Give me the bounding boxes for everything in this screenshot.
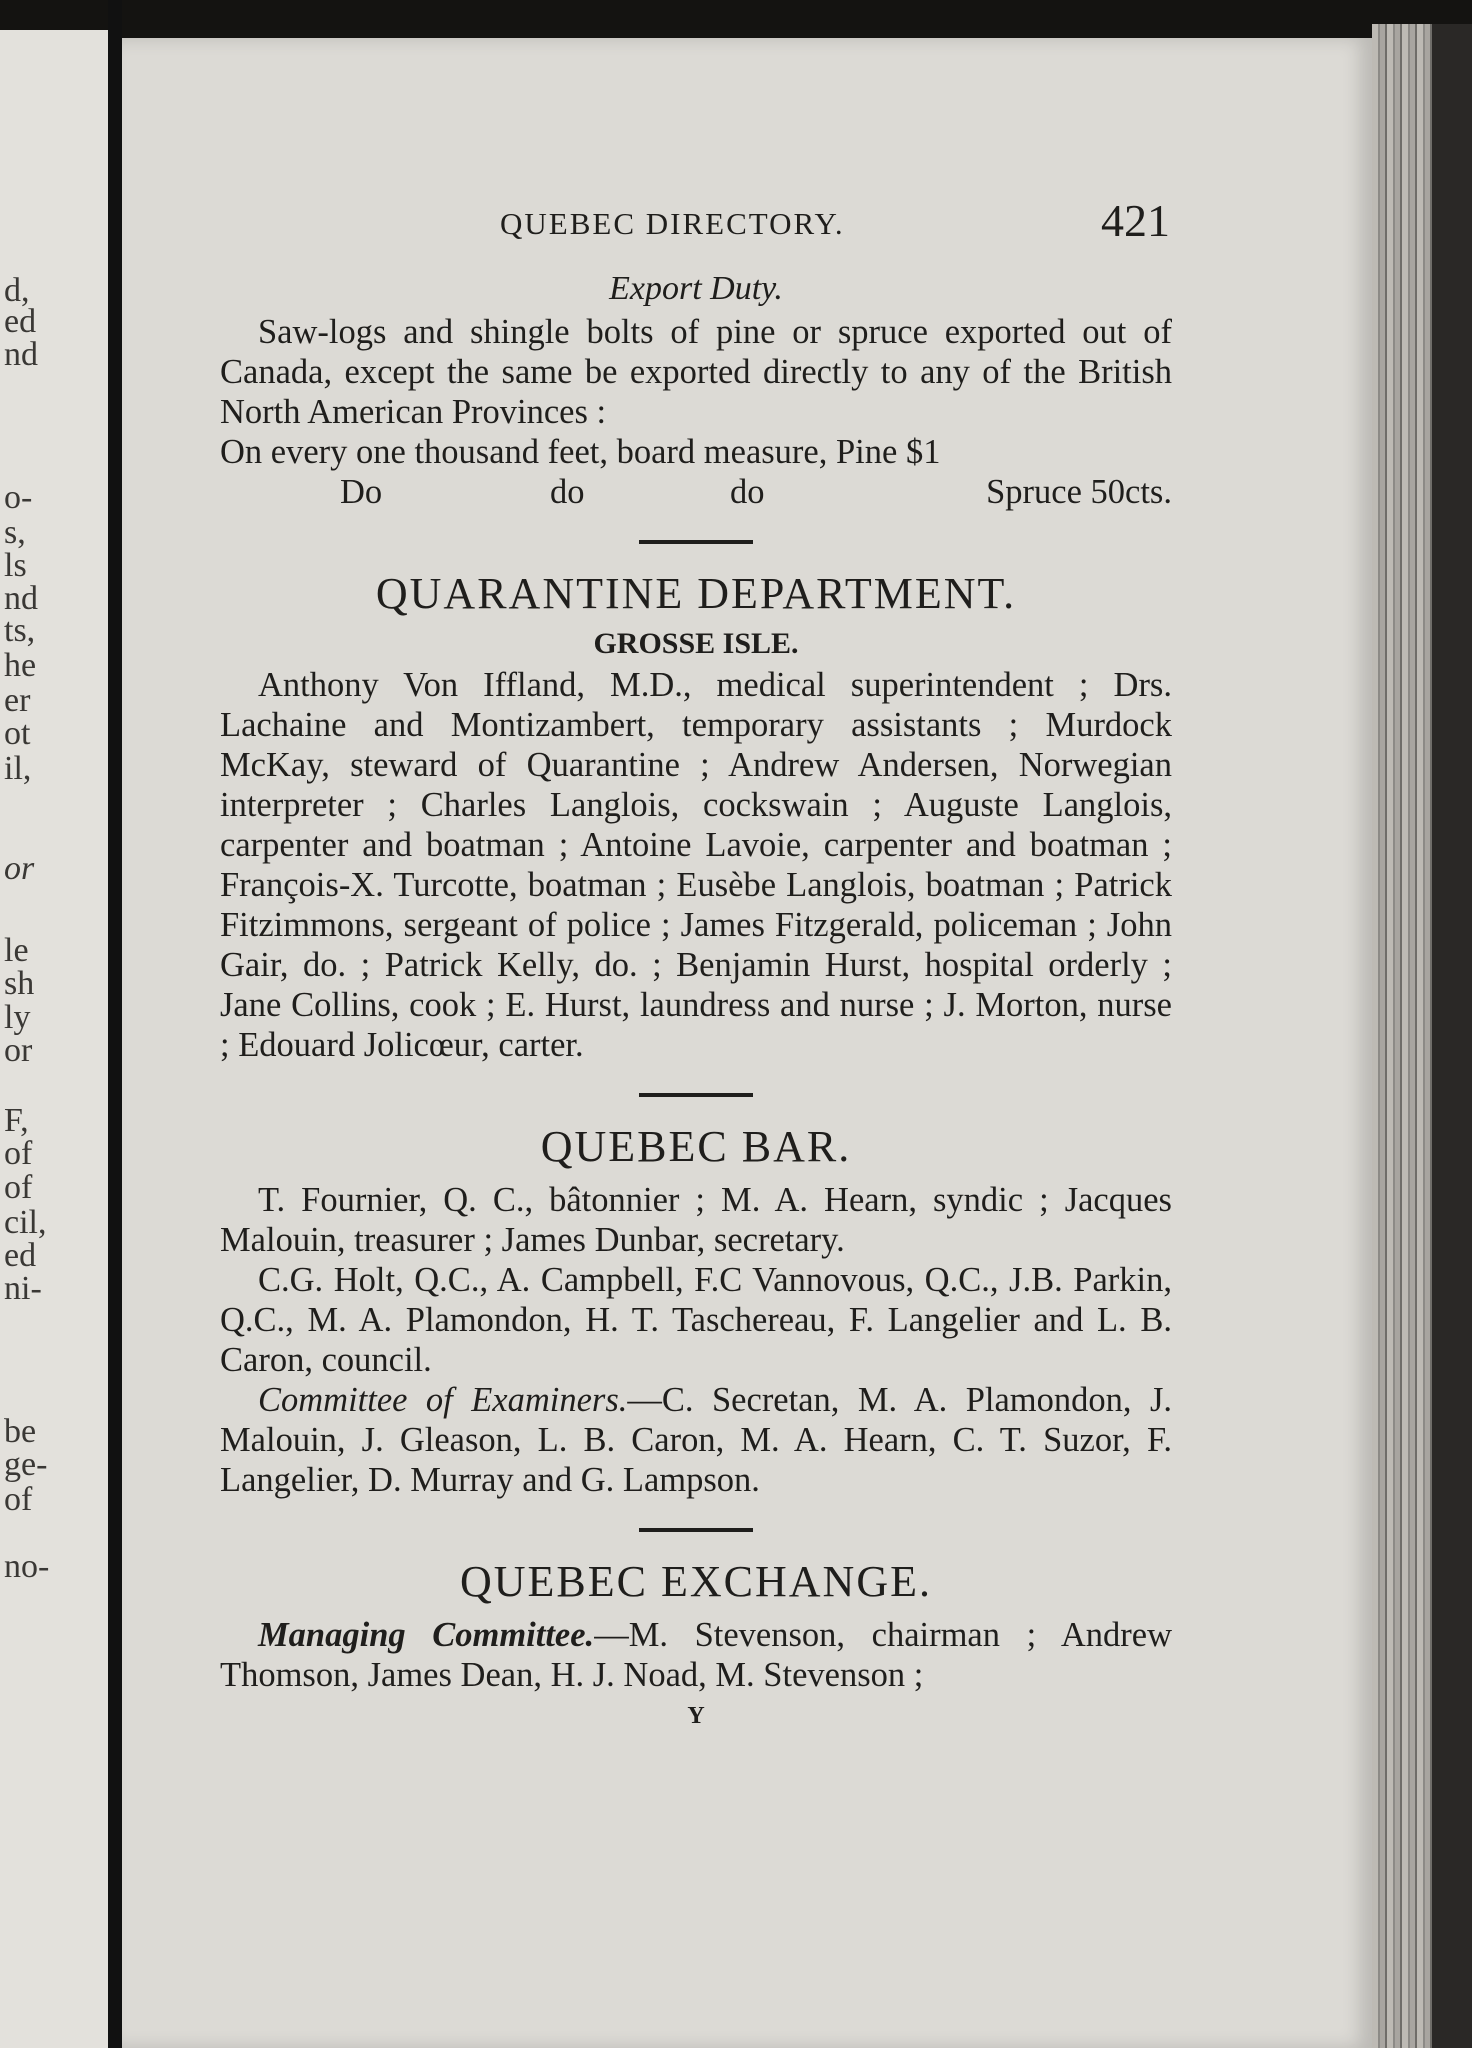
export-duty-pine: On every one thousand feet, board measure, Pine $1 bbox=[220, 433, 941, 471]
previous-page-fragment: d, bbox=[4, 272, 30, 310]
page bbox=[122, 38, 1372, 2048]
page-number: 421 bbox=[1101, 195, 1170, 246]
quarantine-title: QUARANTINE DEPARTMENT. bbox=[375, 569, 1017, 618]
examiners-lead: Committee of Examiners. bbox=[258, 1381, 628, 1419]
previous-page-fragment: or bbox=[4, 849, 35, 887]
previous-page-fragment: ls bbox=[4, 546, 27, 584]
previous-page-fragment: ed bbox=[4, 303, 37, 341]
previous-page-edge bbox=[0, 30, 108, 2048]
previous-page-fragment: nd bbox=[4, 579, 38, 617]
duty-col-3: do bbox=[730, 473, 765, 511]
previous-page-fragment: ni- bbox=[4, 1269, 42, 1307]
grosse-isle-subtitle: GROSSE ISLE. bbox=[593, 627, 799, 660]
examiners-names: —C. Secretan, M. A. Plamondon, J. Malouin, J. Gleason, L. B. Caron, M. A. Hearn, C. T. Suzor, F. Langelier, D. Murray and G. Lampson. bbox=[220, 1381, 1173, 1499]
managing-committee-lead: Managing Committee. bbox=[258, 1616, 595, 1654]
previous-page-fragment: sh bbox=[4, 964, 35, 1002]
previous-page-fragment: of bbox=[4, 1134, 33, 1172]
previous-page-fragment: or bbox=[4, 1032, 33, 1070]
previous-page-fragment: er bbox=[4, 682, 31, 720]
previous-page-fragment: le bbox=[4, 931, 29, 969]
duty-col-4: Spruce 50cts. bbox=[986, 473, 1172, 511]
previous-page-fragment: of bbox=[4, 1169, 33, 1207]
previous-page-fragment: F, bbox=[4, 1101, 29, 1139]
signature-mark: Y bbox=[687, 1703, 705, 1729]
section-divider bbox=[639, 1093, 753, 1097]
bar-officers-text: T. Fournier, Q. C., bâtonnier ; M. A. Hearn, syndic ; Jacques Malouin, treasurer ; James Dunbar, secretary. bbox=[220, 1181, 1172, 1259]
managing-committee-names: —M. Stevenson, chairman ; Andrew Thomson, James Dean, H. J. Noad, M. Stevenson ; bbox=[220, 1616, 1172, 1694]
section-divider bbox=[639, 540, 753, 544]
running-head: QUEBEC DIRECTORY. bbox=[500, 206, 845, 241]
page-edges bbox=[1372, 24, 1472, 2048]
page-header bbox=[220, 195, 1172, 268]
export-duty-text: Saw-logs and shingle bolts of pine or spruce exported out of Canada, except the same be exported directly to any of the British North American Provinces : bbox=[220, 313, 1172, 431]
previous-page-fragment: ot bbox=[4, 714, 31, 752]
previous-page-fragment: of bbox=[4, 1480, 33, 1518]
previous-page-fragment: no- bbox=[4, 1548, 50, 1586]
previous-page-fragment: he bbox=[4, 647, 37, 685]
section-divider bbox=[639, 1528, 753, 1532]
export-duty-heading: Export Duty. bbox=[609, 270, 783, 307]
export-duty-spruce-row bbox=[220, 472, 1172, 512]
quarantine-staff-text: Anthony Von Iffland, M.D., medical superintendent ; Drs. Lachaine and Montizambert, temporary assistants ; Murdock McKay, steward of Quarantine ; Andrew Andersen, Norwegian interpreter ; Charles Langlois, cockswain ; Auguste Langlois, carpenter and boatman ; Antoine Lavoie, carpenter and boatman ; François-X. Turcotte, boatman ; Eusèbe Langlois, boatman ; Patrick Fitzimmons, sergeant of police ; James Fitzgerald, policeman ; John Gair, do. ; Patrick Kelly, do. ; Benjamin Hurst, hospital orderly ; Jane Collins, cook ; E. Hurst, laundress and nurse ; J. Morton, nurse ; Edouard Jolicœur, carter. bbox=[220, 666, 1172, 1064]
previous-page-fragment: nd bbox=[4, 335, 38, 373]
bar-examiners-text bbox=[220, 1380, 1172, 1500]
previous-page-fragment: ly bbox=[4, 999, 31, 1037]
quebec-bar-title: QUEBEC BAR. bbox=[540, 1122, 852, 1171]
page-content bbox=[220, 195, 1173, 1730]
duty-col-1: Do bbox=[340, 473, 383, 511]
bar-council-text: C.G. Holt, Q.C., A. Campbell, F.C Vannovous, Q.C., J.B. Parkin, Q.C., M. A. Plamondon, H. T. Taschereau, F. Langelier and L. B. Caron, council. bbox=[220, 1261, 1172, 1379]
previous-page-fragment: cil, bbox=[4, 1204, 47, 1242]
previous-page-fragment: il, bbox=[4, 749, 32, 787]
previous-page-fragment: o- bbox=[4, 479, 33, 517]
previous-page-fragment: be bbox=[4, 1413, 37, 1451]
previous-page-fragment: ge- bbox=[4, 1445, 48, 1483]
duty-col-2: do bbox=[550, 473, 585, 511]
exchange-committee-text bbox=[220, 1615, 1172, 1695]
previous-page-fragment: ed bbox=[4, 1237, 37, 1275]
quebec-exchange-title: QUEBEC EXCHANGE. bbox=[460, 1557, 932, 1606]
book-gutter bbox=[108, 0, 122, 2048]
previous-page-fragment: ts, bbox=[4, 612, 36, 650]
previous-page-fragment: s, bbox=[4, 514, 26, 552]
